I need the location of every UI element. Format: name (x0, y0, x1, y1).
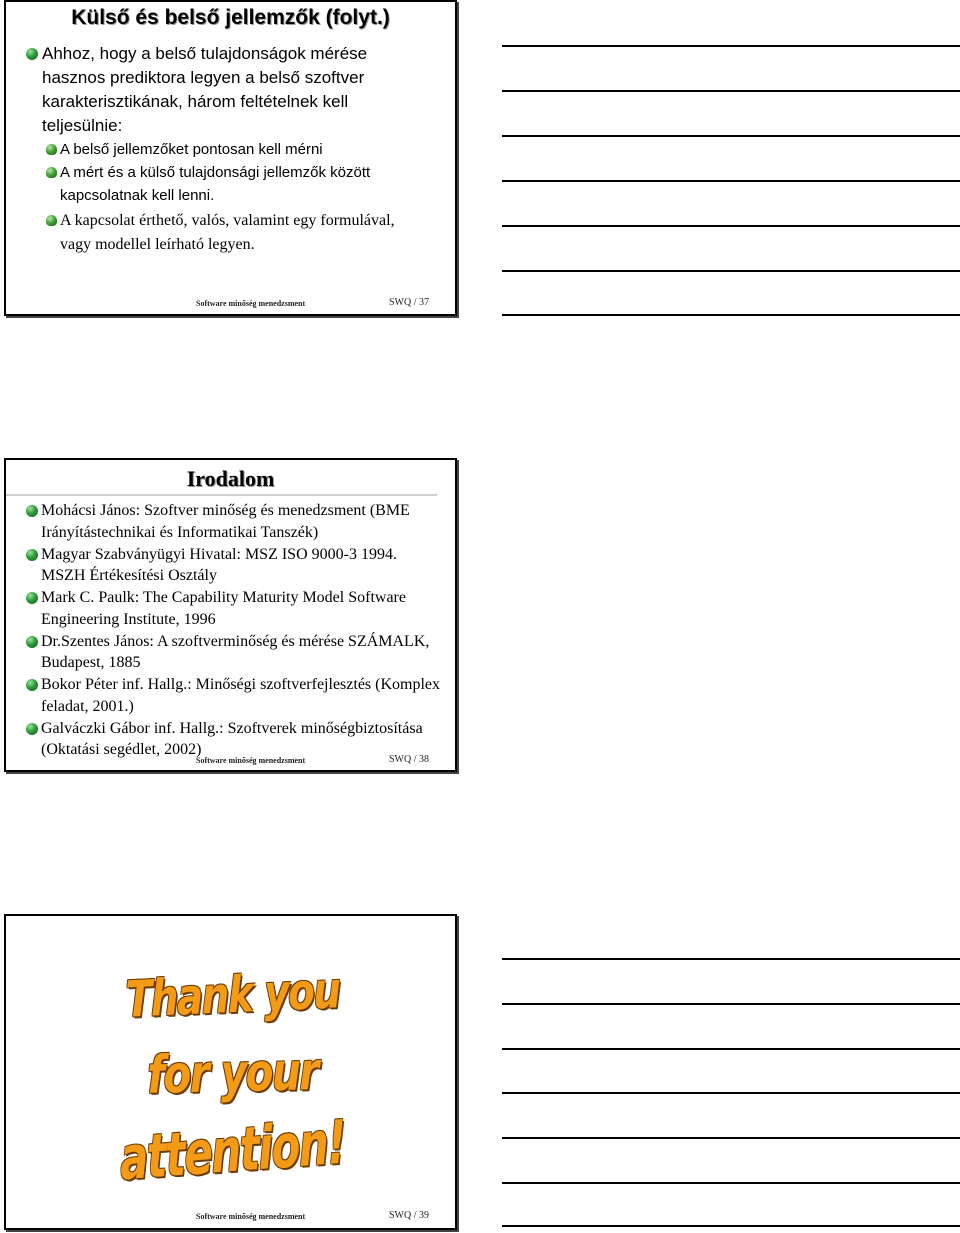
thanks-line: Thank you (124, 961, 341, 1029)
footer-course-name: Software minőség menedzsment (196, 756, 306, 765)
bullet-icon (26, 592, 38, 604)
footer-slide-number: SWQ / 39 (389, 1210, 429, 1221)
notes-line (502, 1003, 960, 1005)
bullet-icon (46, 215, 57, 226)
notes-line (502, 225, 960, 227)
reference-item (6, 587, 455, 630)
footer-course-name: Software minőség menedzsment (196, 1212, 306, 1221)
reference-text: Dr.Szentes János: A szoftverminőség és mérése SZÁMALK, Budapest, 1885 (41, 632, 430, 671)
bullet-icon (46, 167, 57, 178)
bullet-icon (26, 636, 38, 648)
slide-title: Irodalom (186, 466, 275, 491)
reference-text: Mohácsi János: Szoftver minőség és menedzsment (BME Irányítástechnikai és Informatikai Tanszék) (41, 502, 410, 541)
list-item (6, 138, 455, 161)
reference-list (6, 500, 455, 761)
condition-text: A kapcsolat érthető, valós, valamint egy formulával, vagy modellel leírható legyen. (60, 212, 395, 253)
reference-text: Mark C. Paulk: The Capability Maturity Model Software Engineering Institute, 1996 (41, 589, 406, 628)
reference-text: Galváczki Gábor inf. Hallg.: Szoftverek minőségbiztosítása (Oktatási segédlet, 2002) (41, 719, 423, 758)
slide-37 (4, 0, 457, 316)
notes-line (502, 180, 960, 182)
bullet-icon (26, 679, 38, 691)
reference-text: Magyar Szabványügyi Hivatal: MSZ ISO 9000-3 1994. MSZH Értékesítési Osztály (41, 545, 397, 584)
notes-line (502, 1137, 960, 1139)
notes-line (502, 1182, 960, 1184)
thanks-line: attention! (118, 1107, 347, 1195)
intro-text: Ahhoz, hogy a belső tulajdonságok mérése hasznos prediktora legyen a belső szoftver karakterisztikának, három feltételnek kell teljesülnie: (42, 44, 368, 135)
notes-line (502, 1092, 960, 1094)
reference-item (6, 500, 455, 543)
footer-slide-number: SWQ / 37 (389, 297, 429, 308)
notes-line (502, 1225, 960, 1227)
list-item (6, 161, 455, 207)
bullet-icon (26, 723, 38, 735)
bullet-icon (26, 549, 38, 561)
notes-line (502, 1048, 960, 1050)
bullet-icon (26, 505, 38, 517)
reference-text: Bokor Péter inf. Hallg.: Minőségi szoftverfejlesztés (Komplex feladat, 2001.) (41, 676, 441, 715)
reference-item (6, 718, 455, 761)
slide-title: Külső és belső jellemzők (folyt.) (71, 6, 390, 29)
condition-text: A mért és a külső tulajdonsági jellemzők között kapcsolatnak kell lenni. (60, 164, 371, 204)
list-item (6, 42, 455, 138)
thanks-line: for your (146, 1042, 319, 1106)
list-item (6, 209, 455, 257)
condition-text: A belső jellemzőket pontosan kell mérni (60, 141, 323, 158)
slide-39 (4, 914, 457, 1230)
title-divider (6, 494, 437, 496)
bullet-icon (46, 144, 57, 155)
notes-line (502, 45, 960, 47)
notes-line (502, 958, 960, 960)
notes-line (502, 314, 960, 316)
footer-slide-number: SWQ / 38 (389, 754, 429, 765)
notes-line (502, 135, 960, 137)
footer-course-name: Software minőség menedzsment (196, 299, 306, 308)
reference-item (6, 631, 455, 674)
bullet-icon (26, 48, 38, 60)
slide-38 (4, 458, 457, 772)
notes-line (502, 270, 960, 272)
notes-line (502, 90, 960, 92)
reference-item (6, 674, 455, 717)
reference-item (6, 544, 455, 587)
slide-body (6, 42, 455, 257)
